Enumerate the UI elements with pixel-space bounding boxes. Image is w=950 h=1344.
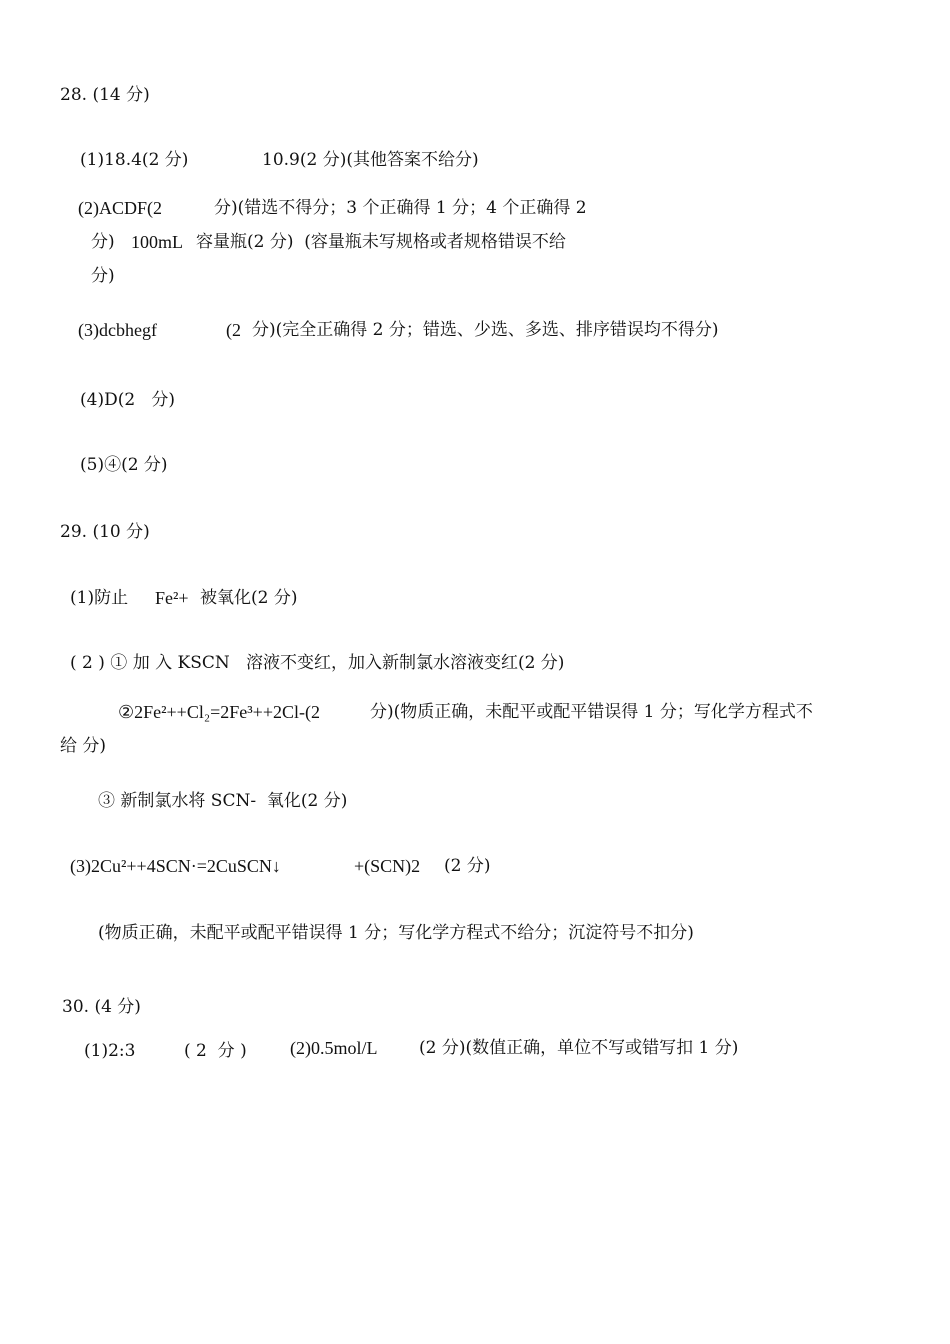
q28-part2-answer: (2)ACDF(2 [78,198,162,218]
q28-part2-note-line1: 分)(错选不得分；3 个正确得 1 分；4 个正确得 2 [214,198,587,218]
q28-part1-answer-a: (1)18.4(2 分) [80,150,189,170]
q28-part3-note: 分)(完全正确得 2 分；错选、少选、多选、排序错误均不得分) [252,320,719,340]
q30-part1-score: ( 2 分 ) [184,1041,247,1061]
q29-part1-ion: Fe²+ [155,588,189,608]
q30-part2-answer: (2)0.5mol/L [290,1038,378,1058]
q29-part3-equation-product: +(SCN)2 [354,856,421,876]
q28-heading: 28. (14 分) [60,85,150,105]
q30-part1-answer: (1)2:3 [84,1041,136,1061]
q29-part3-note: (物质正确，未配平或配平错误得 1 分；写化学方程式不给分；沉淀符号不扣分) [98,923,694,943]
q29-part3-score: (2 分) [444,856,491,876]
q28-part3-score: (2 [226,320,241,340]
q28-part2-note-line2-b: 容量瓶(2 分) (容量瓶未写规格或者规格错误不给 [196,232,566,252]
q29-part1-answer-a: (1)防止 [70,588,129,608]
q30-part2-note: (2 分)(数值正确，单位不写或错写扣 1 分) [419,1038,739,1058]
q29-part2-equation-note: 分)(物质正确，未配平或配平错误得 1 分；写化学方程式不 [370,702,813,722]
q28-part2-note-line3: 分) [91,266,115,286]
q29-part2-equation-note-line2: 给 分) [60,736,107,756]
q29-heading: 29. (10 分) [60,522,150,542]
q28-part4-answer: (4)D(2 分) [80,390,176,410]
q29-part1-answer-c: 被氧化(2 分) [200,588,298,608]
q29-part2-answer: ( 2 ) ① 加 入 KSCN 溶液不变红，加入新制氯水溶液变红(2 分) [70,653,565,673]
q30-heading: 30. (4 分) [62,997,141,1017]
q28-part2-flask-volume: 100mL [131,232,183,252]
q28-part1-answer-b: 10.9(2 分)(其他答案不给分) [262,150,479,170]
q29-part3-equation: (3)2Cu²++4SCN·=2CuSCN↓ [70,856,281,876]
q28-part3-answer: (3)dcbhegf [78,320,157,340]
q29-part2-reason: ③ 新制氯水将 SCN- 氧化(2 分) [98,791,348,811]
q29-part2-equation: ②2Fe²++Cl₂=2Fe³++2Cl-(2 [118,702,320,722]
q28-part2-note-line2-a: 分) [91,232,115,252]
q28-part5-answer: (5)④(2 分) [80,455,168,475]
